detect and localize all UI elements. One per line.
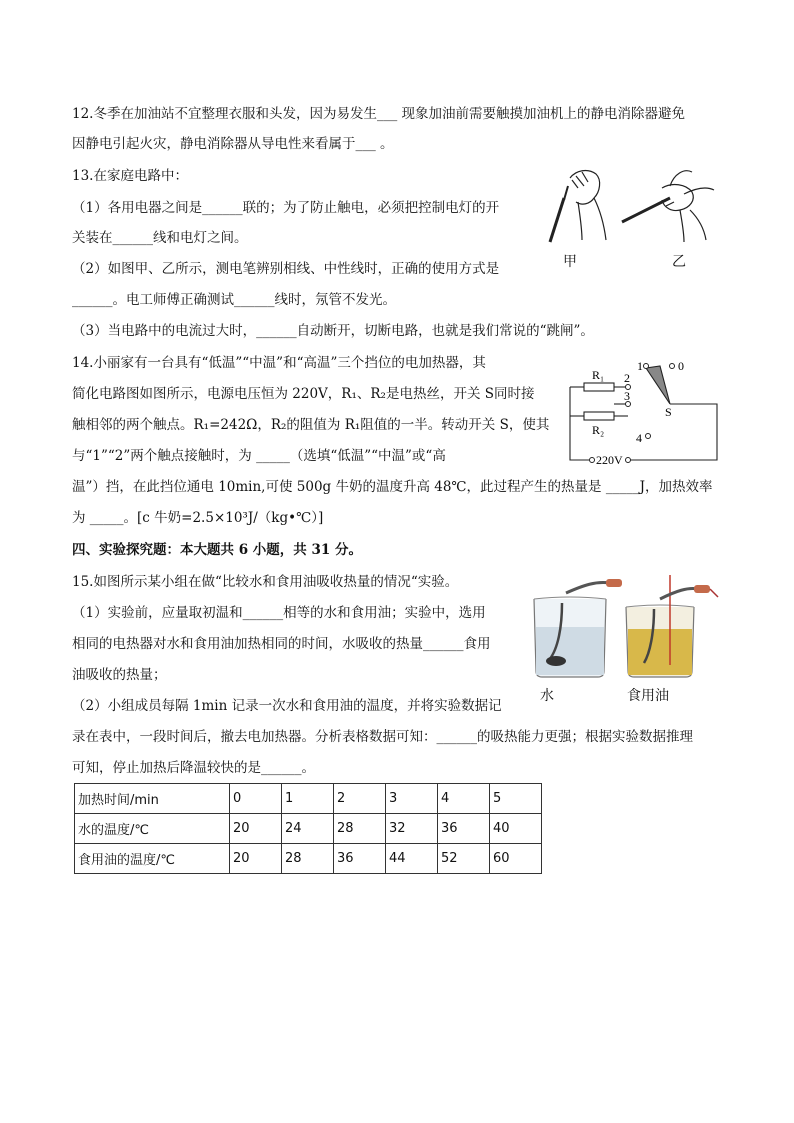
- table-cell: 1: [282, 784, 334, 814]
- table-cell: 水的温度/℃: [75, 814, 230, 844]
- figure-label-water: 水: [540, 688, 554, 704]
- q14-line-2: 简化电路图如图所示，电源电压恒为 220V，R₁、R₂是电热丝，开关 S同时接: [72, 386, 535, 402]
- terminal-4: 4: [636, 431, 642, 445]
- q15-part2-line1: （2）小组成员每隔 1min 记录一次水和食用油的温度，并将实验数据记: [72, 698, 502, 714]
- q13-part1-line2: 关装在______线和电灯之间。: [72, 230, 248, 246]
- terminal-1: 1: [637, 359, 643, 373]
- figure-label-yi: 乙: [672, 254, 686, 270]
- oil-beaker-illustration: [626, 575, 718, 677]
- table-cell: 32: [386, 814, 438, 844]
- q13-title: 13.在家庭电路中：: [72, 168, 188, 184]
- voltage-label: 220V: [596, 453, 623, 467]
- q15-part1-line3: 油吸收的热量；: [72, 667, 167, 683]
- table-cell: 食用油的温度/℃: [75, 844, 230, 874]
- q13-part3: （3）当电路中的电流过大时，______自动断开，切断电路，也就是我们常说的“跳闸”。: [72, 323, 594, 339]
- table-cell: 加热时间/min: [75, 784, 230, 814]
- q13-part2-line1: （2）如图甲、乙所示，测电笔辨别相线、中性线时，正确的使用方式是: [72, 261, 500, 277]
- hand-right-illustration: [622, 171, 714, 242]
- table-cell: 28: [334, 814, 386, 844]
- terminal-0: 0: [678, 359, 684, 373]
- switch-s-label: S: [665, 405, 672, 419]
- table-cell: 60: [490, 844, 542, 874]
- heater-circuit-diagram: [562, 352, 722, 470]
- table-cell: 4: [438, 784, 490, 814]
- terminal-3: 3: [624, 389, 630, 403]
- section-4-heading: 四、实验探究题：本大题共 6 小题，共 31 分。: [72, 542, 362, 558]
- label-r2: R₂: [592, 423, 605, 437]
- table-row: [75, 784, 542, 814]
- table-row: [75, 844, 542, 874]
- table-cell: 36: [334, 844, 386, 874]
- q15-part1-line1: （1）实验前，应量取初温和______相等的水和食用油；实验中，选用: [72, 605, 486, 621]
- q12-line-1: 12.冬季在加油站不宜整理衣服和头发，因为易发生___ 现象加油前需要触摸加油机上的静电消除器避免: [72, 106, 686, 122]
- label-r1: R₁: [592, 368, 605, 382]
- table-cell: 28: [282, 844, 334, 874]
- table-cell: 20: [230, 814, 282, 844]
- q12-line-2: 因静电引起火灾，静电消除器从导电性来看属于___ 。: [72, 136, 394, 152]
- figure-label-oil: 食用油: [627, 688, 669, 704]
- q13-part1-line1: （1）各用电器之间是______联的；为了防止触电，必须把控制电灯的开: [72, 200, 500, 216]
- beakers-figure: [526, 573, 722, 683]
- q14-line-5: 温”）挡，在此挡位通电 10min,可使 500g 牛奶的温度升高 48℃，此过程产生的热量是 _____J，加热效率: [72, 479, 713, 495]
- table-cell: 0: [230, 784, 282, 814]
- q14-line-6: 为 _____。[c 牛奶=2.5×10³J/（kg•℃）]: [72, 510, 324, 526]
- q15-part2-line2: 录在表中，一段时间后，撤去电加热器。分析表格数据可知：______的吸热能力更强；根据实验数据推理: [72, 729, 693, 745]
- table-cell: 20: [230, 844, 282, 874]
- table-cell: 5: [490, 784, 542, 814]
- terminal-2: 2: [624, 371, 630, 385]
- table-cell: 52: [438, 844, 490, 874]
- q13-part2-line2: ______。电工师傅正确测试______线时，氖管不发光。: [72, 292, 396, 308]
- table-row: [75, 814, 542, 844]
- figure-label-jia: 甲: [563, 254, 577, 270]
- test-pen-figure: [534, 158, 724, 253]
- table-cell: 44: [386, 844, 438, 874]
- table-cell: 40: [490, 814, 542, 844]
- q15-title: 15.如图所示某小组在做“比较水和食用油吸收热量的情况“实验。: [72, 574, 459, 590]
- q14-line-1: 14.小丽家有一台具有“低温”“中温”和“高温”三个挡位的电加热器，其: [72, 355, 486, 371]
- water-beaker-illustration: [534, 579, 622, 677]
- q15-part2-line3: 可知，停止加热后降温较快的是______。: [72, 760, 315, 776]
- table-cell: 24: [282, 814, 334, 844]
- table-cell: 2: [334, 784, 386, 814]
- temperature-data-table: [74, 783, 542, 874]
- hand-left-illustration: [550, 171, 606, 242]
- table-cell: 3: [386, 784, 438, 814]
- q15-part1-line2: 相同的电热器对水和食用油加热相同的时间，水吸收的热量______食用: [72, 636, 491, 652]
- q14-line-3: 触相邻的两个触点。R₁=242Ω，R₂的阻值为 R₁阻值的一半。转动开关 S，使其: [72, 417, 550, 433]
- table-cell: 36: [438, 814, 490, 844]
- q14-line-4: 与“1”“2”两个触点接触时，为 _____（选填“低温”“中温”或“高: [72, 448, 446, 464]
